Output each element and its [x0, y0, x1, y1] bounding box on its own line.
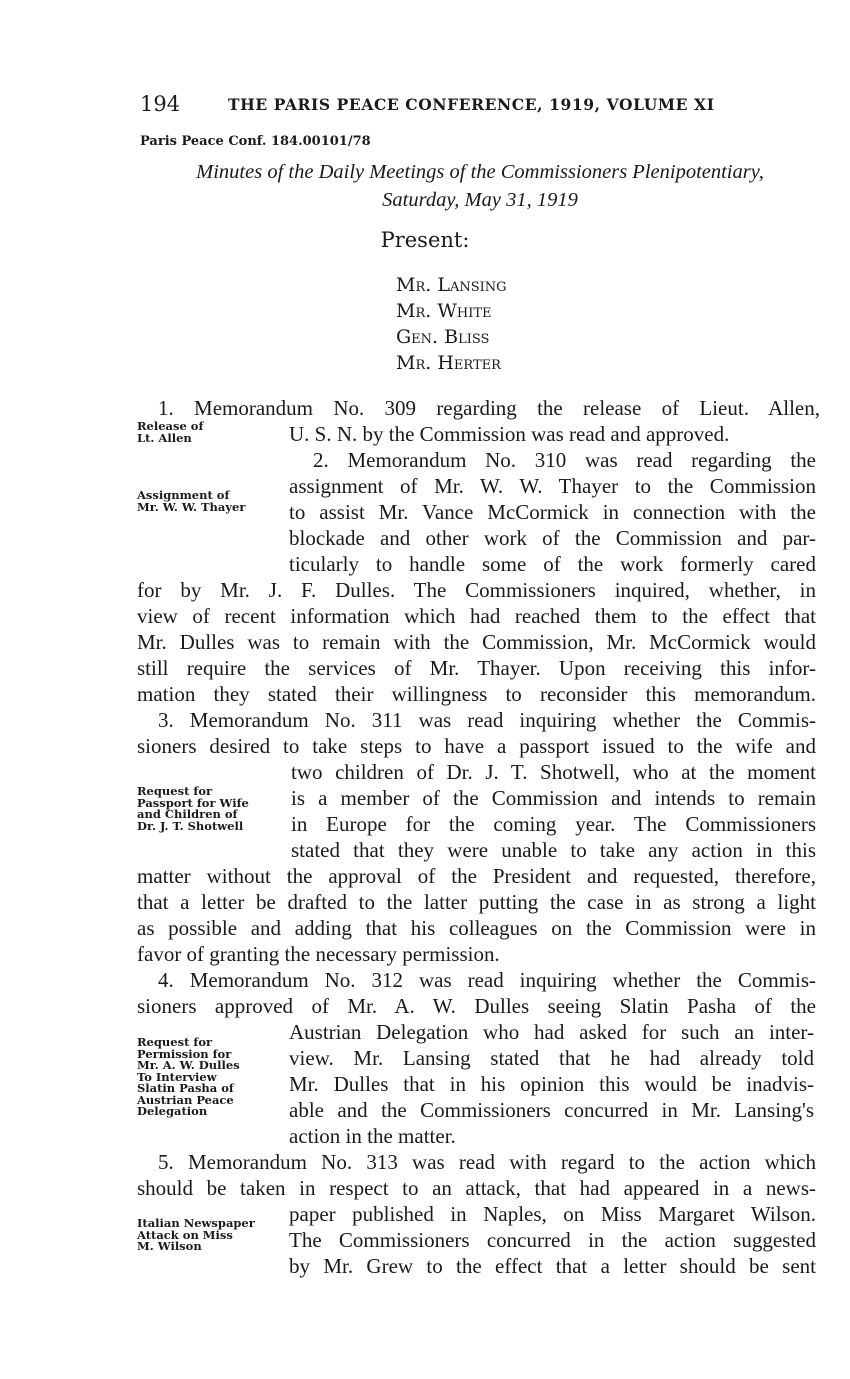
sidenote-item2: [137, 490, 245, 513]
sidenote-line: Request for: [137, 784, 213, 798]
body-line: is a member of the Commission and intends to remain: [291, 786, 816, 810]
present-label: Present:: [380, 228, 470, 252]
page-number: 194: [140, 92, 181, 116]
body-line: 1. Memorandum No. 309 regarding the release of Lieut. Allen,: [158, 396, 820, 420]
body-line: blockade and other work of the Commission and par-: [289, 526, 816, 550]
attendee-name: White: [431, 300, 492, 322]
title-line-1: Minutes of the Daily Meetings of the Commissioners Plenipotentiary,: [196, 161, 764, 183]
body-line: stated that they were unable to take any action in this: [291, 838, 816, 862]
sidenote-line: Assignment of: [137, 488, 230, 502]
attendee-0: [396, 272, 507, 298]
body-line: Mr. Dulles that in his opinion this would be inadvis-: [289, 1072, 814, 1096]
body-line: two children of Dr. J. T. Shotwell, who at the moment: [291, 760, 816, 784]
body-line: action in the matter.: [289, 1124, 456, 1148]
body-line: in Europe for the coming year. The Commissioners: [291, 812, 816, 836]
sidenote-line: Permission for: [137, 1046, 232, 1061]
body-line: Mr. Dulles was to remain with the Commission, Mr. McCormick would: [137, 630, 816, 654]
body-line: mation they stated their willingness to reconsider this memorandum.: [137, 682, 816, 706]
running-header: [140, 92, 820, 116]
sidenote-line: Italian Newspaper: [137, 1216, 255, 1230]
sidenote-line: Lt. Allen: [137, 430, 192, 445]
sidenote-line: To Interview: [137, 1069, 217, 1084]
attendee-title: Gen.: [396, 326, 439, 348]
sidenote-line: Passport for Wife: [137, 795, 249, 810]
body-line: 4. Memorandum No. 312 was read inquiring whether the Commis-: [158, 968, 816, 992]
body-line: 3. Memorandum No. 311 was read inquiring whether the Commis-: [158, 708, 816, 732]
body-line: U. S. N. by the Commission was read and approved.: [289, 422, 730, 446]
attendee-1: [396, 298, 507, 324]
body-line: still require the services of Mr. Thayer. Upon receiving this infor-: [137, 656, 816, 680]
running-title: THE PARIS PEACE CONFERENCE, 1919, VOLUME XI: [228, 95, 715, 114]
body-line: paper published in Naples, on Miss Margaret Wilson.: [289, 1202, 816, 1226]
attendee-3: [396, 350, 507, 376]
file-reference: Paris Peace Conf. 184.00101/78: [140, 134, 371, 149]
body-line: as possible and adding that his colleagues on the Commission were in: [137, 916, 816, 940]
body-line: sioners desired to take steps to have a passport issued to the wife and: [137, 734, 816, 758]
sidenote-line: Request for: [137, 1035, 213, 1049]
body-line: assignment of Mr. W. W. Thayer to the Commission: [289, 474, 816, 498]
sidenote-line: Slatin Pasha of: [137, 1081, 234, 1095]
sidenote-line: and Children of: [137, 807, 238, 821]
body-line: for by Mr. J. F. Dulles. The Commissioners inquired, whether, in: [137, 578, 816, 602]
attendee-title: Mr.: [396, 352, 432, 374]
sidenote-line: Mr. W. W. Thayer: [137, 499, 246, 514]
sidenote-line: Mr. A. W. Dulles: [137, 1058, 240, 1072]
attendee-name: Herter: [431, 352, 501, 374]
body-line: should be taken in respect to an attack, that had appeared in a news-: [137, 1176, 816, 1200]
sidenote-item5: [137, 1218, 255, 1253]
body-line: that a letter be drafted to the latter putting the case in as strong a light: [137, 890, 816, 914]
sidenote-line: M. Wilson: [137, 1239, 202, 1253]
sidenote-line: Dr. J. T. Shotwell: [137, 818, 244, 833]
body-line: view of recent information which had reached them to the effect that: [137, 604, 816, 628]
body-line: matter without the approval of the President and requested, therefore,: [137, 864, 816, 888]
sidenote-line: Attack on Miss: [137, 1227, 233, 1242]
body-line: The Commissioners concurred in the action suggested: [289, 1228, 816, 1252]
body-line: by Mr. Grew to the effect that a letter should be sent: [289, 1254, 816, 1278]
attendee-name: Lansing: [431, 274, 507, 296]
attendee-list: [396, 272, 507, 376]
body-line: to assist Mr. Vance McCormick in connection with the: [289, 500, 816, 524]
sidenote-line: Austrian Peace: [137, 1092, 234, 1107]
body-line: Austrian Delegation who had asked for such an inter-: [289, 1020, 814, 1044]
body-line: sioners approved of Mr. A. W. Dulles seeing Slatin Pasha of the: [137, 994, 816, 1018]
body-line: 2. Memorandum No. 310 was read regarding the: [313, 448, 816, 472]
body-line: able and the Commissioners concurred in Mr. Lansing's: [289, 1098, 814, 1122]
attendee-title: Mr.: [396, 300, 432, 322]
attendee-title: Mr.: [396, 274, 432, 296]
sidenote-line: Delegation: [137, 1104, 208, 1118]
body-line: 5. Memorandum No. 313 was read with regard to the action which: [158, 1150, 816, 1174]
body-line: view. Mr. Lansing stated that he had already told: [289, 1046, 814, 1070]
sidenote-item4: [137, 1037, 240, 1118]
attendee-2: [396, 324, 507, 350]
sidenote-item3: [137, 786, 249, 832]
attendee-name: Bliss: [438, 326, 490, 348]
sidenote-line: Release of: [137, 419, 204, 433]
document-title: [140, 158, 820, 214]
body-line: ticularly to handle some of the work formerly cared: [289, 552, 816, 576]
sidenote-item1: [137, 421, 203, 444]
title-line-2: Saturday, May 31, 1919: [382, 189, 578, 211]
body-line: favor of granting the necessary permission.: [137, 942, 500, 966]
